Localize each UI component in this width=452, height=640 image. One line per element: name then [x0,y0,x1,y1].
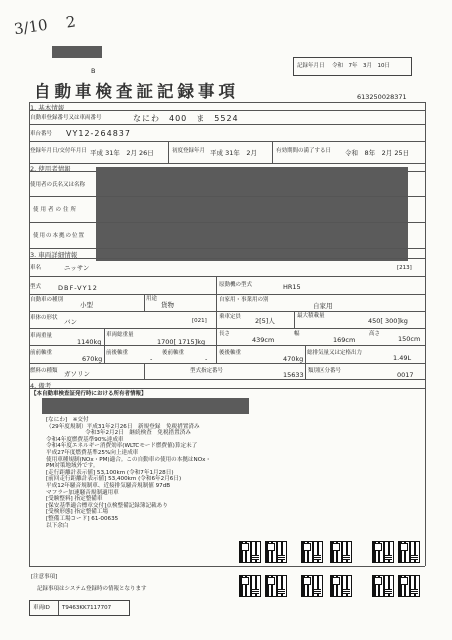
use-label: 用途 [146,296,158,302]
qr-code [330,541,352,563]
width-value: 169cm [333,336,356,344]
front2-label: 前後軸重 [106,350,129,356]
section-vehicle-title: 3. 車両詳細情報 [30,251,78,259]
chassis-label: 車台番号 [30,131,53,137]
vehicle-id-value: T9463KK7117707 [62,605,112,611]
qr-code [398,541,420,563]
first-reg-label: 登録年月日/交付年月日 [30,148,87,154]
qr-code [372,575,394,597]
letter-b: B [91,67,96,75]
rear1-label: 後前軸重 [162,350,185,356]
max-load-value: 450[ 300]kg [368,317,408,325]
length-value: 439cm [252,336,275,344]
gross-label: 車両総重量 [106,332,134,338]
front2-value: - [150,355,153,363]
redaction-top [52,46,102,58]
record-date-box [293,57,412,76]
rear1-value: - [205,355,208,363]
body-label: 車体の形状 [30,315,58,321]
vehicle-id-box [29,600,130,616]
engine-value: HR15 [283,283,301,291]
use-value: 貨物 [161,301,174,309]
doc-title: 自動車検査証記録事項 [34,82,239,101]
qr-code [265,541,287,563]
engine-label: 原動機の型式 [219,282,253,288]
qr-code [330,575,352,597]
expiry-value: 令和 8年 2月 25日 [345,149,410,157]
rear2-label: 後後軸重 [219,350,242,356]
width-label: 幅 [294,331,300,337]
qr-code [239,541,261,563]
notice-label: [注意事項] [31,574,58,580]
qr-code [301,541,323,563]
weight-label: 車両重量 [30,333,53,339]
doc-number: 613250028371 [357,93,407,101]
displacement-value: 1.49L [393,354,412,362]
record-date-label: 記録年月日 [297,63,325,69]
reg-value: なにわ 400 ま 5524 [133,114,239,123]
maker-label: 車名 [30,265,42,271]
qr-code [301,575,323,597]
qr-code [239,575,261,597]
maker-code: [213] [397,265,412,271]
fuel-label: 燃料の種類 [30,368,58,374]
user-base-label: 使用の本拠の位置 [33,233,86,239]
qr-code [398,575,420,597]
type-designation-value: 15633 [283,371,304,379]
remarks-text: [なにわ] ※交付 （29年度規制）平成31年2月26日 新規登録 免税措置済み 令和3年2月2日 継続検査 免税措置済み 令和4年度燃費基準90%達成車 令和4年度エネルギー消費効率(WLTCモード燃費値)算定未了 平成27年度燃費基準25%向上達成車 使用車種規制(NOx・PM)適合。この自動車の使用の本拠はNOx・PM対策地域外です。 [走行距離計表示値] 53,100km (令和7年1月28日) [前回走行距離計表示値] 53,400km (令和6年2月6日) 平成12年騒音規制車、近接排気騒音規制値 97dB マフラー加速騒音規制適用車 [受験整料] 指定整備車 [保安基準適合標章交付]点検整備記録簿記載あり [受検形態] 指定整備工場 [整備工場コード] 61-00635 以下余白 [46,417,212,529]
fuel-value: ガソリン [64,370,90,378]
handwritten-date: 3/10 [12,15,49,39]
front-axle-value: 670kg [82,355,103,363]
capacity-value: 2[5]人 [255,317,275,325]
redaction-user [96,167,408,261]
initial-value: 平成 31年 2月 [210,149,257,157]
business-label: 自家用・事業用の別 [219,297,269,303]
qr-code [372,541,394,563]
model-value: DBF-VY12 [58,284,98,292]
user-name-label: 使用者の氏名又は名称 [30,182,86,188]
redaction-owner [42,398,249,414]
section-user-title: 2. 使用者情報 [30,165,71,173]
body-code: [021] [192,318,207,324]
type-designation-label: 型式指定番号 [190,368,224,374]
business-value: 自家用 [313,302,333,310]
type-label: 自動車の種別 [30,297,64,303]
record-date-value: 令和 7年 3月 10日 [332,63,390,69]
front-axle-label: 前前軸重 [30,350,53,356]
max-load-label: 最大積載量 [297,313,325,319]
maker-value: ニッサン [64,264,90,272]
chassis-value: VY12-264837 [66,129,131,138]
capacity-label: 乗車定員 [219,314,242,320]
model-label: 型式 [30,284,42,290]
vehicle-id-label: 車両ID [33,605,50,611]
section-basic-title: 1. 基本情報 [30,104,65,112]
type-value: 小型 [80,301,93,309]
body-value: バン [64,318,77,326]
weight-value: 1140kg [77,338,102,346]
length-label: 長さ [219,331,231,337]
category-value: 0017 [397,371,414,379]
rear2-value: 470kg [283,355,304,363]
first-reg-value: 平成 31年 2月 26日 [90,149,154,157]
notice-text: 記録事項はシステム登録時の情報となります [37,586,147,592]
reg-label: 自動車登録番号又は車両番号 [30,115,102,121]
category-label: 類別区分番号 [308,368,342,374]
gross-value: 1700[ 1715]kg [157,338,206,346]
section-remarks-title: 4. 備考 [30,382,52,390]
height-label: 高さ [369,331,381,337]
handwritten-number: 2 [64,12,77,32]
remarks-header: 【本自動車検査証発行時における所有者情報】 [31,391,147,397]
qr-code [265,575,287,597]
expiry-label: 有効期間の満了する日 [276,148,332,154]
user-address-label: 使用者の住所 [33,207,79,213]
initial-label: 初度登録年月 [172,148,206,154]
displacement-label: 総排気量又は定格出力 [307,350,363,356]
height-value: 150cm [398,335,421,343]
